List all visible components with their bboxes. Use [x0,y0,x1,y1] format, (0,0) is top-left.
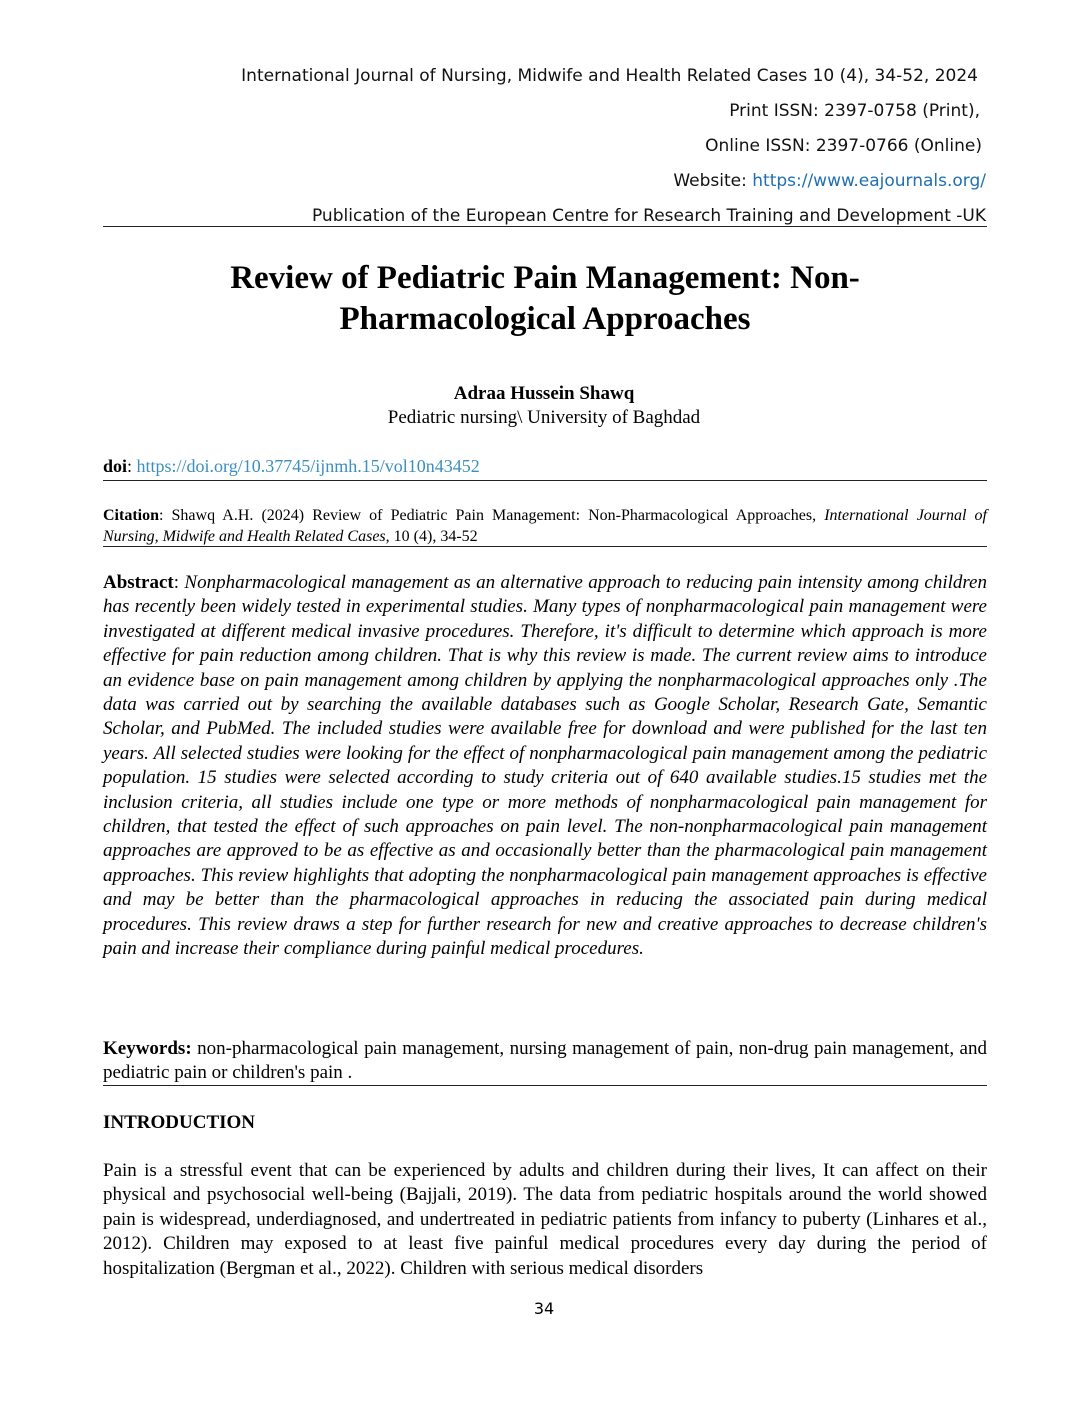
keywords-block [103,1037,987,1085]
website-link[interactable]: https://www.eajournals.org/ [752,171,986,191]
publisher-line: Publication of the European Centre for Research Training and Development -UK [311,206,986,226]
keywords-text: non-pharmacological pain management, nursing management of pain, non-drug pain management, and pediatric pain or children's pain . [103,1038,987,1083]
citation-block [103,505,987,547]
introduction-heading: INTRODUCTION [103,1112,256,1133]
website-label: Website: [673,171,753,191]
header-rule [103,226,987,227]
abstract-label: Abstract [103,572,174,593]
abstract-sep: : [173,572,185,593]
citation-journal: International Journal of Nursing, Midwife and Health Related Cases [103,507,988,545]
keywords-label: Keywords: [103,1038,192,1059]
doi-colon: : [127,456,137,476]
online-issn: Online ISSN: 2397-0766 (Online) [705,136,982,156]
keywords-rule [103,1085,987,1086]
introduction-text: Pain is a stressful event that can be experienced by adults and children during their lives, It can affect on their physical and psychosocial well-being (Bajjali, 2019). The data from pediatric hospitals around the world showed pain is widespread, underdiagnosed, and undertreated in pediatric patients from infancy to puberty (Linhares et al., 2012). Children may exposed to at least five painful medical procedures every day during the period of hospitalization (Bergman et al., 2022). Children with serious medical disorders [103,1160,987,1279]
print-issn: Print ISSN: 2397-0758 (Print), [729,101,980,121]
journal-line: International Journal of Nursing, Midwife and Health Related Cases 10 (4), 34-52, 2024 [241,66,978,86]
citation-rule [103,546,987,547]
citation-label: Citation [103,507,159,524]
abstract-block [103,571,987,962]
doi-label: doi [103,456,128,476]
page-number: 34 [533,1299,555,1318]
abstract-text: Nonpharmacological management as an alternative approach to reducing pain intensity among children has recently been widely tested in experimental studies. Many types of nonpharmacological pain management were investigated at different medical invasive procedures. Therefore, it's difficult to determine which approach is more effective for pain reduction among children. That is why this review is made. The current review aims to introduce an evidence base on pain management among children by applying the nonpharmacological approaches only .The data was carried out by searching the available databases such as Google Scholar, Research Gate, Semantic Scholar, and PubMed. The included studies were available free for download and were published for the last ten years. All selected studies were looking for the effect of nonpharmacological pain management among the pediatric population. 15 studies were selected according to study criteria out of 640 available studies.15 studies met the inclusion criteria, all studies include one type or more methods of nonpharmacological pain management for children, that tested the effect of such approaches on pain level. The non-nonpharmacological pain management approaches are approved to be as effective as and occasionally better than the pharmacological pain management approaches. This review highlights that adopting the nonpharmacological pain management approaches is effective and may be better than the pharmacological approaches in reducing the associated pain during medical procedures. This review draws a step for further research for new and creative approaches to decrease children's pain and increase their compliance during painful medical procedures. [103,572,987,960]
doi-link[interactable]: https://doi.org/10.37745/ijnmh.15/vol10n43452 [136,456,480,476]
website-line [673,171,986,191]
doi-rule [103,480,987,481]
author-name: Adraa Hussein Shawq [453,383,635,404]
author-affiliation: Pediatric nursing\ University of Baghdad [387,407,701,428]
doi-line [103,456,480,477]
citation-tail: , 10 (4), 34-52 [385,528,478,545]
article-title: Review of Pediatric Pain Management: Non-Pharmacological Approaches [230,260,860,337]
citation-text: : Shawq A.H. (2024) Review of Pediatric Pain Management: Non-Pharmacological Approaches, [159,507,825,524]
